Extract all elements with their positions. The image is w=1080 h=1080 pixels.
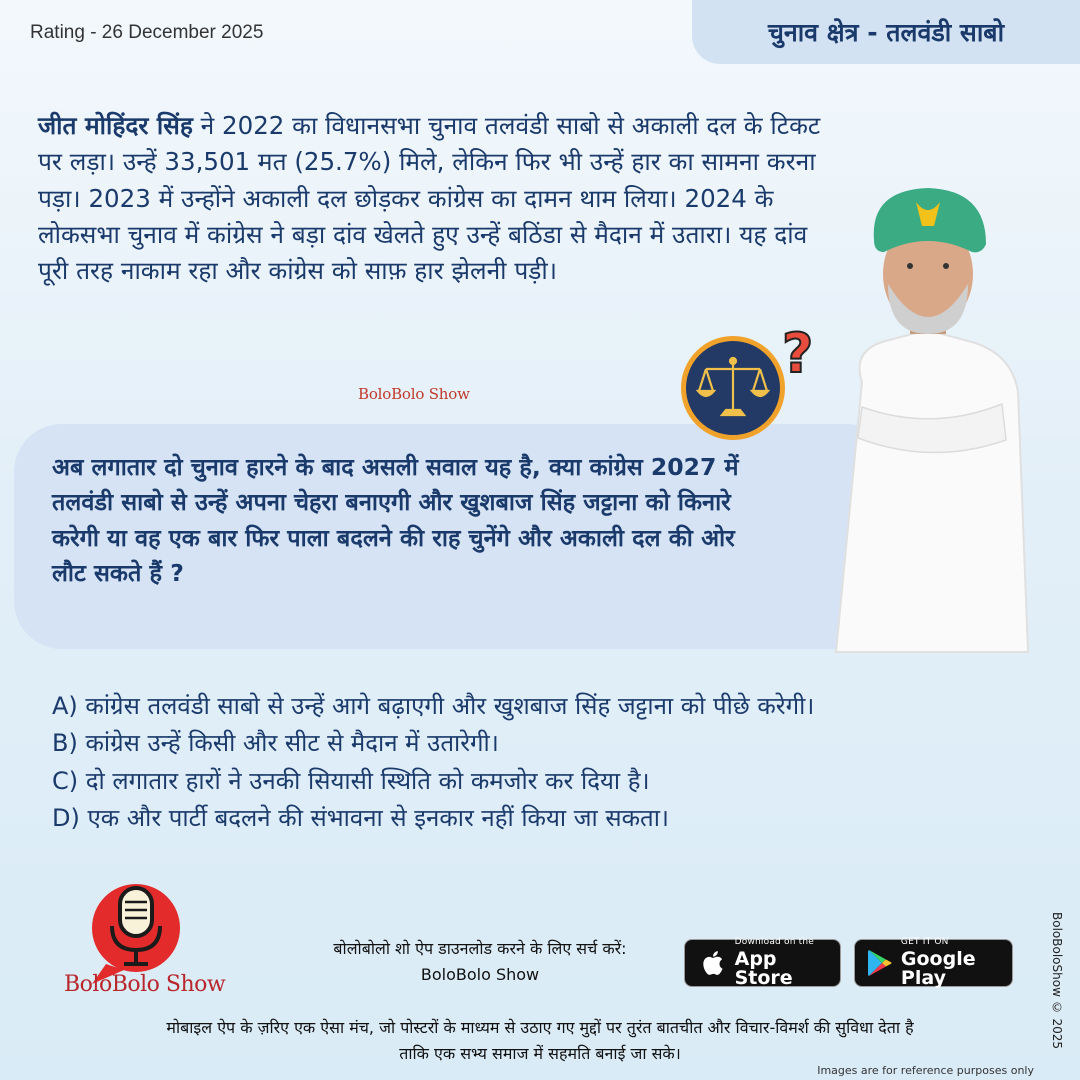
scales-of-justice-icon <box>681 336 785 440</box>
download-prompt-line2: BoloBolo Show <box>420 965 540 985</box>
intro-text: ने 2022 का विधानसभा चुनाव तलवंडी साबो से अकाली दल के टिकट पर लड़ा। उन्हें 33,501 मत (25.7%) मिले, लेकिन फिर भी उन्हें हार का सामना करना पड़ा। 2023 में उन्होंने अकाली दल छोड़कर कांग्रेस का दामन थाम लिया। 2024 के लोकसभा चुनाव में कांग्रेस ने बड़ा दांव खेलते हुए उन्हें बठिंडा से मैदान में उतारा। यह दांव पूरी तरह नाकाम रहा और कांग्रेस को साफ़ हार झेलनी पड़ी। <box>38 111 821 285</box>
google-play-big: Google Play <box>900 948 976 989</box>
disclaimer: Images are for reference purposes only <box>817 1064 1034 1077</box>
intro-paragraph <box>38 108 838 289</box>
option-d[interactable]: D) एक और पार्टी बदलने की संभावना से इनकार नहीं किया जा सकता। <box>52 804 670 833</box>
constituency-title <box>692 0 1080 64</box>
question-box <box>14 424 894 649</box>
question-mark-icon: ? <box>782 322 814 385</box>
footer-description <box>40 1015 1040 1066</box>
footer-description-line2: ताकि एक सभ्य समाज में सहमति बनाई जा सके। <box>399 1043 681 1063</box>
download-prompt <box>290 936 670 989</box>
app-store-button[interactable] <box>684 939 841 987</box>
option-b[interactable]: B) कांग्रेस उन्हें किसी और सीट से मैदान में उतारेगी। <box>52 729 499 758</box>
copyright: BoloBoloShow © 2025 <box>1050 912 1064 1050</box>
app-store-big: App Store <box>734 948 793 989</box>
google-play-icon <box>865 949 895 977</box>
footer-description-line1: मोबाइल ऐप के ज़रिए एक ऐसा मंच, जो पोस्टरों के माध्यम से उठाए गए मुद्दों पर तुरंत बातचीत और विचार-विमर्श की सुविधा देता है <box>166 1018 914 1037</box>
candidate-name: जीत मोहिंदर सिंह <box>38 111 193 140</box>
option-c[interactable]: C) दो लगातार हारों ने उनकी सियासी स्थिति को कमजोर कर दिया है। <box>52 766 650 795</box>
google-play-button[interactable] <box>854 939 1013 987</box>
apple-icon <box>695 949 729 977</box>
download-prompt-line1: बोलोबोलो शो ऐप डाउनलोड करने के लिए सर्च करें: <box>333 939 627 958</box>
constituency-label: चुनाव क्षेत्र - तलवंडी साबो <box>767 18 1005 47</box>
rating-date: Rating - 26 December 2025 <box>30 22 264 43</box>
logo-text: BoloBolo Show <box>64 972 226 997</box>
google-play-small: GET IT ON <box>900 937 949 947</box>
politician-photo <box>822 182 1042 662</box>
option-a[interactable]: A) कांग्रेस तलवंडी साबो से उन्हें आगे बढ़ाएगी और खुशबाज सिंह जट्टाना को पीछे करेगी। <box>52 692 815 720</box>
app-store-small: Download on the <box>734 937 815 947</box>
options-list <box>52 688 1062 838</box>
question-text: अब लगातार दो चुनाव हारने के बाद असली सवाल यह है, क्या कांग्रेस 2027 में तलवंडी साबो से उन्हें अपना चेहरा बनाएगी और खुशबाज सिंह जट्टाना को किनारे करेगी या वह एक बार फिर पाला बदलने की राह चुनेंगे और अकाली दल की ओर लौट सकते हैं ? <box>52 453 739 587</box>
watermark: BoloBolo Show <box>358 385 470 403</box>
